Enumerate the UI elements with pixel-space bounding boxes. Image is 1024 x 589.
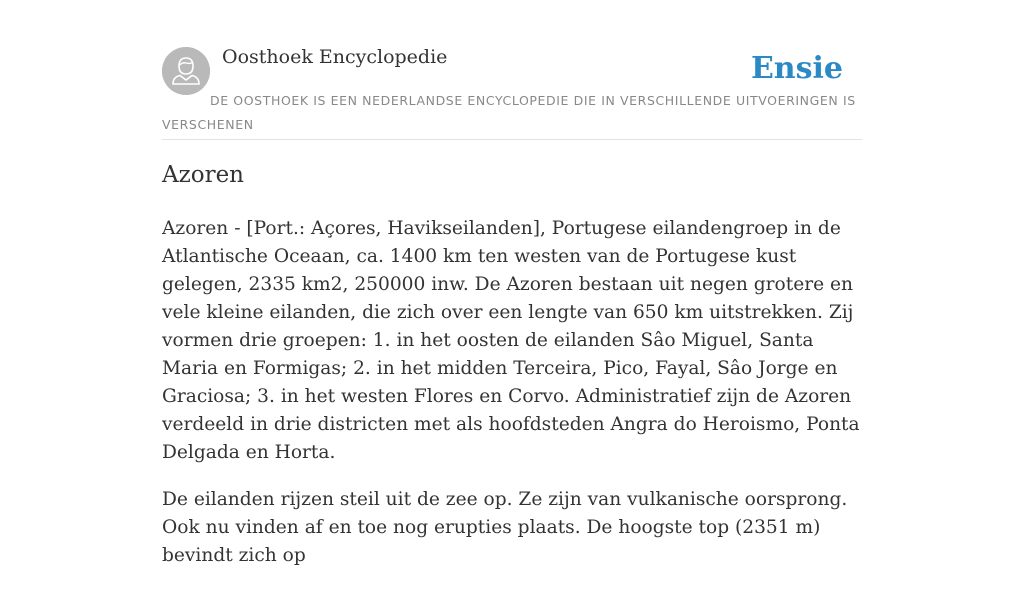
source-description: DE OOSTHOEK IS EEN NEDERLANDSE ENCYCLOPEDIE DIE IN VERSCHILLENDE UITVOERINGEN IS VERSCHENEN (162, 93, 856, 132)
article-paragraph: Azoren - [Port.: Açores, Havikseilanden], Portugese eilandengroep in de Atlantische Oceaan, ca. 1400 km ten westen van de Portugese kust gelegen, 2335 km2, 250000 inw. De Azoren bestaan uit negen grotere en vele kleine eilanden, die zich over een lengte van 650 km uitstrekken. Zij vormen drie groepen: 1. in het oosten de eilanden Sâo Miguel, Santa Maria en Formigas; 2. in het midden Terceira, Pico, Fayal, Sâo Jorge en Graciosa; 3. in het westen Flores en Corvo. Administratief zijn de Azoren verdeeld in drie districten met als hoofdsteden Angra do Heroismo, Ponta Delgada en Horta. (162, 218, 860, 463)
ensie-logo[interactable]: Ensie (750, 51, 843, 86)
article-body (162, 215, 862, 589)
article-paragraph: De eilanden rijzen steil uit de zee op. Ze zijn van vulkanische oorsprong. Ook nu vinden af en toe nog erupties plaats. De hoogste top (2351 m) bevindt zich op (162, 489, 848, 566)
user-icon (162, 47, 210, 95)
source-title[interactable]: Oosthoek Encyclopedie (222, 46, 448, 68)
header-divider (162, 139, 862, 140)
article-title: Azoren (162, 162, 244, 188)
source-avatar[interactable] (162, 47, 210, 95)
